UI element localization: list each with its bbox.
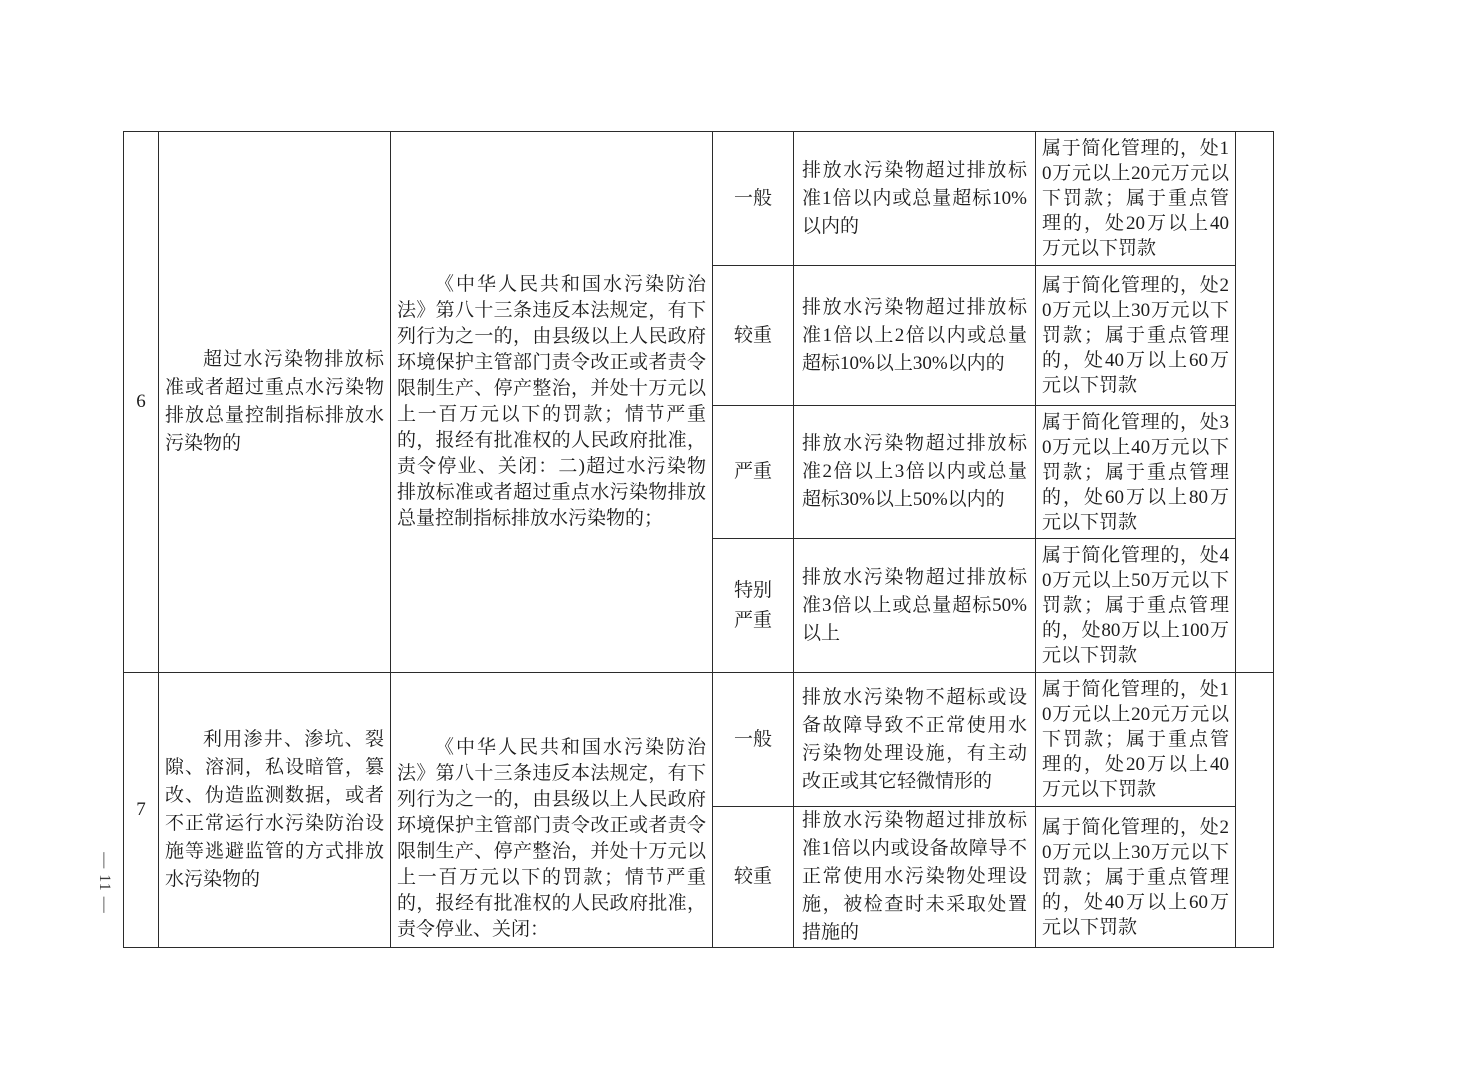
violation-cell <box>159 673 391 948</box>
grade-cell: 较重 <box>713 807 794 948</box>
circumstance-cell: 排放水污染物超过排放标准3倍以上或总量超标50%以上 <box>794 539 1036 673</box>
penalty-cell: 属于简化管理的，处10万元以上20元万元以下罚款；属于重点管理的，处20万以上40万元以下罚款 <box>1036 132 1236 266</box>
legal-basis-cell <box>391 132 713 673</box>
violation-text: 超过水污染物排放标准或者超过重点水污染物排放总量控制指标排放水污染物的 <box>165 349 384 454</box>
grade-cell: 一般 <box>713 673 794 807</box>
remark-cell <box>1236 132 1274 673</box>
grade-cell: 严重 <box>713 406 794 539</box>
violation-text: 利用渗井、渗坑、裂隙、溶洞，私设暗管，篡改、伪造监测数据，或者不正常运行水污染防治设施等逃避监管的方式排放水污染物的 <box>165 729 384 890</box>
penalty-cell: 属于简化管理的，处20万元以上30万元以下罚款；属于重点管理的，处40万以上60万元以下罚款 <box>1036 266 1236 406</box>
circumstance-cell: 排放水污染物超过排放标准1倍以上2倍以内或总量超标10%以上30%以内的 <box>794 266 1036 406</box>
penalty-cell: 属于简化管理的，处10万元以上20元万元以下罚款；属于重点管理的，处20万以上40万元以下罚款 <box>1036 673 1236 807</box>
remark-cell <box>1236 673 1274 948</box>
legal-basis-text: 《中华人民共和国水污染防治法》第八十三条违反本法规定，有下列行为之一的，由县级以上人民政府环境保护主管部门责令改正或者责令限制生产、停产整治，并处十万元以上一百万元以下的罚款；情节严重的，报经有批准权的人民政府批准，责令停业、关闭： <box>397 737 706 940</box>
row-number-cell: 6 <box>124 132 159 673</box>
violation-cell <box>159 132 391 673</box>
row-number-cell: 7 <box>124 673 159 948</box>
grade-cell: 一般 <box>713 132 794 266</box>
table-row <box>124 673 1274 807</box>
circumstance-cell: 排放水污染物不超标或设备故障导致不正常使用水污染物处理设施，有主动改正或其它轻微情形的 <box>794 673 1036 807</box>
legal-basis-cell <box>391 673 713 948</box>
penalty-cell: 属于简化管理的，处40万元以上50万元以下罚款；属于重点管理的，处80万以上100万元以下罚款 <box>1036 539 1236 673</box>
penalty-cell: 属于简化管理的，处30万元以上40万元以下罚款；属于重点管理的，处60万以上80万元以下罚款 <box>1036 406 1236 539</box>
penalty-cell: 属于简化管理的，处20万元以上30万元以下罚款；属于重点管理的，处40万以上60万元以下罚款 <box>1036 807 1236 948</box>
penalty-standards-table <box>123 131 1274 948</box>
circumstance-cell: 排放水污染物超过排放标准1倍以内或总量超标10%以内的 <box>794 132 1036 266</box>
grade-cell: 较重 <box>713 266 794 406</box>
legal-basis-text: 《中华人民共和国水污染防治法》第八十三条违反本法规定，有下列行为之一的，由县级以上人民政府环境保护主管部门责令改正或者责令限制生产、停产整治，并处十万元以上一百万元以下的罚款；情节严重的，报经有批准权的人民政府批准，责令停业、关闭：二)超过水污染物排放标准或者超过重点水污染物排放总量控制指标排放水污染物的； <box>397 274 706 529</box>
page-number: — 11 — <box>96 852 113 914</box>
table-row <box>124 132 1274 266</box>
circumstance-cell: 排放水污染物超过排放标准2倍以上3倍以内或总量超标30%以上50%以内的 <box>794 406 1036 539</box>
grade-cell: 特别严重 <box>713 539 794 673</box>
circumstance-cell: 排放水污染物超过排放标准1倍以内或设备故障导不正常使用水污染物处理设施，被检查时未采取处置措施的 <box>794 807 1036 948</box>
